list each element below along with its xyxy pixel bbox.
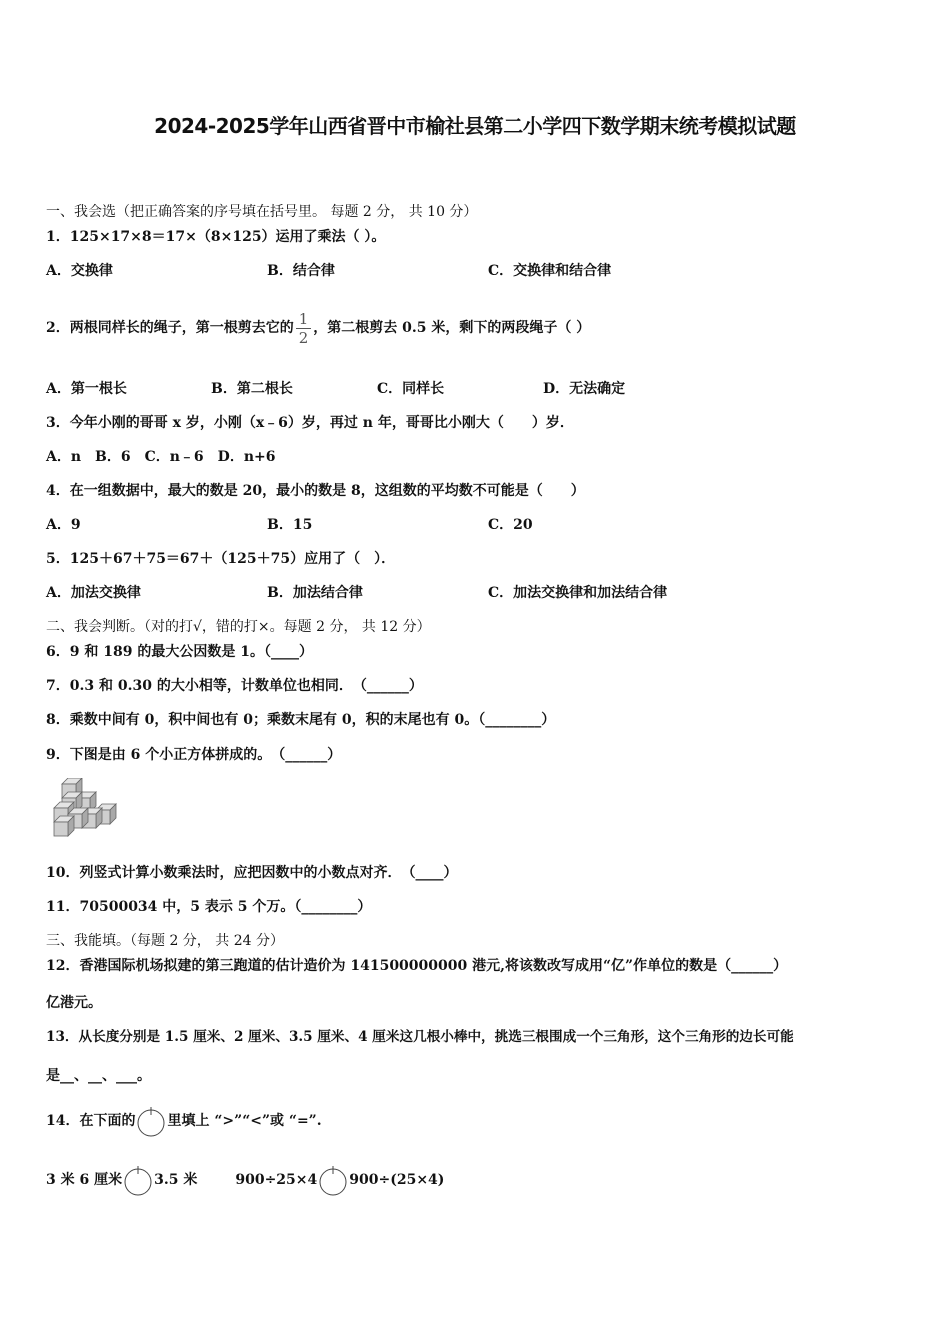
question-13: 13．从长度分别是 1.5 厘米、2 厘米、3.5 厘米、4 厘米这几根小棒中，挑选三根围成一个三角形，这个三角形的边长可能: [46, 1029, 794, 1045]
q4-option-b: B．15: [267, 517, 313, 533]
fraction-denominator: 2: [298, 328, 309, 347]
q4-option-c: C．20: [488, 517, 533, 533]
q4-option-a: A．9: [46, 517, 81, 533]
page-title: 2024-2025学年山西省晋中市榆社县第二小学四下数学期末统考模拟试题: [154, 114, 796, 138]
question-7: 7．0.3 和 0.30 的大小相等，计数单位也相同． （______）: [46, 678, 423, 694]
question-10: 10．列竖式计算小数乘法时，应把因数中的小数点对齐． （____）: [46, 865, 458, 881]
question-1: 1．125×17×8＝17×（8×125）运用了乘法（ ）。: [46, 229, 386, 245]
expr1-right: 3.5 米: [154, 1172, 198, 1188]
compare-circle-1-icon[interactable]: [124, 1166, 152, 1194]
q5-option-b: B．加法结合律: [267, 585, 363, 601]
question-3: 3．今年小刚的哥哥 x 岁，小刚（x﹣6）岁，再过 n 年，哥哥比小刚大（ ）岁．: [46, 415, 574, 431]
question-14-expressions: [46, 1165, 444, 1195]
question-13-continued: 是__、__、___。: [46, 1068, 151, 1084]
q2-option-c: C．同样长: [377, 381, 445, 397]
expr2-right: 900÷(25×4): [349, 1172, 445, 1188]
q3-options: A．n B．6 C．n﹣6 D．n+6: [46, 449, 276, 465]
q14-text-after: 里填上 “>”“<”或 “=”.: [167, 1113, 322, 1129]
question-4: 4．在一组数据中，最大的数是 20，最小的数是 8，这组数的平均数不可能是（ ）: [46, 483, 585, 499]
q14-text-before: 14．在下面的: [46, 1113, 136, 1129]
compare-circle-icon: [137, 1107, 165, 1135]
q1-option-a: A．交换律: [46, 263, 113, 279]
question-5: 5．125＋67＋75＝67＋（125＋75）应用了（ ）．: [46, 551, 396, 567]
q1-option-b: B．结合律: [267, 263, 335, 279]
q2-option-a: A．第一根长: [46, 381, 127, 397]
q5-option-c: C．加法交换律和加法结合律: [488, 585, 668, 601]
question-12-continued: 亿港元。: [46, 995, 102, 1011]
question-11: 11．70500034 中，5 表示 5 个万。（________）: [46, 899, 372, 915]
fraction-one-half: [296, 310, 312, 347]
q5-option-a: A．加法交换律: [46, 585, 141, 601]
section-2-heading: 二、我会判断。（对的打√，错的打×。每题 2 分， 共 12 分）: [46, 619, 431, 635]
question-6: 6．9 和 189 的最大公因数是 1。（____）: [46, 644, 313, 660]
question-9: 9．下图是由 6 个小正方体拼成的。 （______）: [46, 747, 342, 763]
section-1-heading: 一、我会选（把正确答案的序号填在括号里。 每题 2 分， 共 10 分）: [46, 204, 478, 220]
question-12: 12．香港国际机场拟建的第三跑道的估计造价为 141500000000 港元,将该数改写成用“亿”作单位的数是（______）: [46, 958, 788, 974]
q2-option-b: B．第二根长: [211, 381, 293, 397]
compare-circle-2-icon[interactable]: [319, 1166, 347, 1194]
q2-text-before: 2．两根同样长的绳子，第一根剪去它的: [46, 320, 294, 336]
question-8: 8．乘数中间有 0，积中间也有 0；乘数末尾有 0，积的末尾也有 0。（________）: [46, 712, 556, 728]
q2-text-after: ，第二根剪去 0.5 米，剩下的两段绳子（ ）: [313, 320, 591, 336]
cube-stack-figure: [52, 778, 120, 842]
section-3-heading: 三、我能填。（每题 2 分， 共 24 分）: [46, 933, 284, 949]
fraction-numerator: 1: [296, 310, 312, 329]
expr1-left: 3 米 6 厘米: [46, 1172, 123, 1188]
question-14: [46, 1106, 322, 1136]
q2-option-d: D．无法确定: [543, 381, 626, 397]
expr2-left: 900÷25×4: [235, 1172, 318, 1188]
question-2: [46, 300, 590, 356]
q1-option-c: C．交换律和结合律: [488, 263, 612, 279]
